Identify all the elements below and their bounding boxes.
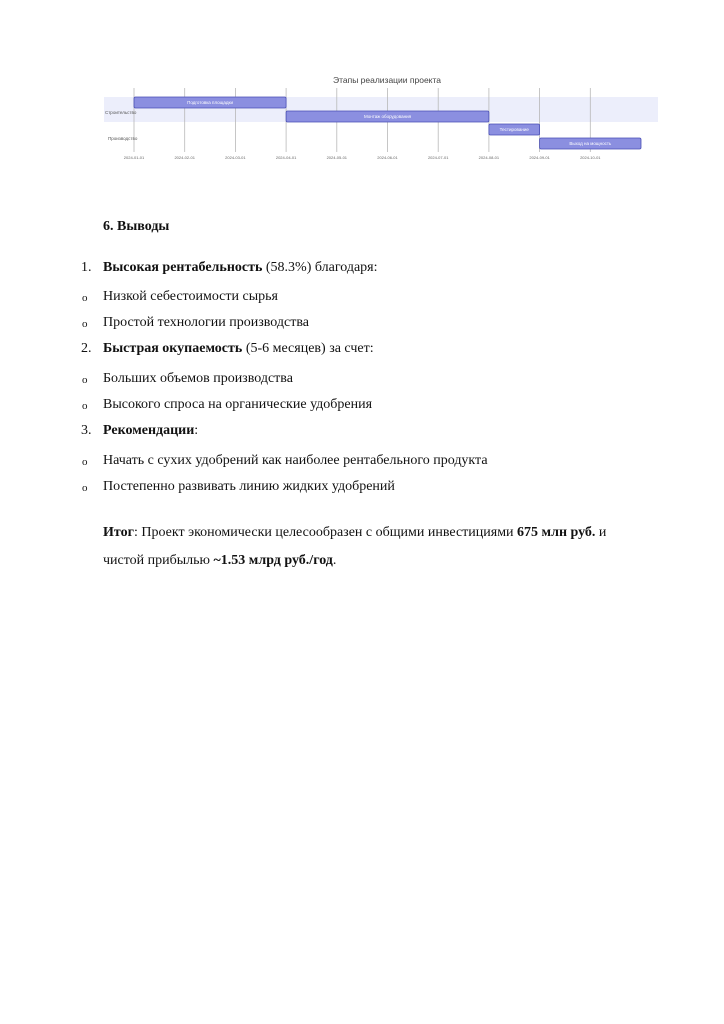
list-number-2: 2. xyxy=(81,341,92,356)
summary-profit: ~1.53 млрд руб./год xyxy=(213,553,333,568)
section-heading: 6. Выводы xyxy=(103,219,170,234)
x-tick-label: 2024-07-01 xyxy=(427,155,449,160)
x-tick-label: 2024-05-01 xyxy=(326,155,348,160)
bullet-item: Больших объемов производства xyxy=(103,371,293,386)
task-label: Тестирование xyxy=(499,127,529,133)
bullet-item: Простой технологии производства xyxy=(103,315,309,330)
x-tick-label: 2024-03-01 xyxy=(225,155,246,160)
x-tick-label: 2024-09-01 xyxy=(529,155,550,160)
bullet-item: Начать с сухих удобрений как наиболее рентабельного продукта xyxy=(103,453,488,468)
summary-text: . xyxy=(332,553,337,568)
task-label: Монтаж оборудования xyxy=(363,114,412,120)
x-tick-label: 2024-02-01 xyxy=(174,155,195,160)
bullet-marker: o xyxy=(82,318,88,330)
conclusion-item-1 xyxy=(103,259,378,277)
chart-title: Этапы реализации проекта xyxy=(332,75,442,85)
x-axis-ticks xyxy=(124,155,602,160)
summary-paragraph xyxy=(103,519,643,575)
bullet-marker: o xyxy=(82,456,88,468)
x-tick-label: 2024-04-01 xyxy=(275,155,297,160)
row-label-construction: Строительство xyxy=(105,110,137,115)
summary-text: : Проект экономически целесообразен с общими инвестициями xyxy=(133,525,518,540)
conclusion-title-2: Быстрая окупаемость xyxy=(103,341,243,356)
bullet-marker: o xyxy=(82,400,88,412)
x-tick-label: 2024-10-01 xyxy=(580,155,601,160)
x-tick-label: 2024-01-01 xyxy=(123,155,145,160)
x-tick-label: 2024-08-01 xyxy=(478,155,500,160)
conclusion-title-3: Рекомендации xyxy=(103,423,195,438)
bullet-item: Постепенно развивать линию жидких удобрений xyxy=(103,479,395,494)
conclusion-title-1: Высокая рентабельность xyxy=(103,260,263,275)
conclusion-rest-1: (58.3%) благодаря: xyxy=(262,260,378,275)
task-label: Подготовка площадки xyxy=(187,100,233,106)
gantt-chart xyxy=(100,68,660,168)
x-tick-label: 2024-06-01 xyxy=(377,155,398,160)
task-label: Выход на мощность xyxy=(569,141,612,147)
summary-label: Итог xyxy=(103,525,134,540)
conclusion-rest-2: (5-6 месяцев) за счет: xyxy=(242,341,374,356)
row-label-production: Производство xyxy=(108,136,138,141)
conclusion-item-2 xyxy=(103,340,374,358)
bullet-item: Низкой себестоимости сырья xyxy=(103,289,278,304)
conclusion-item-3 xyxy=(103,422,198,440)
summary-investment: 675 млн руб. xyxy=(517,525,596,540)
list-number-1: 1. xyxy=(81,260,92,275)
conclusion-rest-3: : xyxy=(194,423,199,438)
summary-text: и чистой прибылью xyxy=(103,525,607,568)
list-number-3: 3. xyxy=(81,423,92,438)
bullet-item: Высокого спроса на органические удобрения xyxy=(103,397,373,412)
bullet-marker: o xyxy=(82,482,88,494)
bullet-marker: o xyxy=(82,374,88,386)
bullet-marker: o xyxy=(82,292,88,304)
